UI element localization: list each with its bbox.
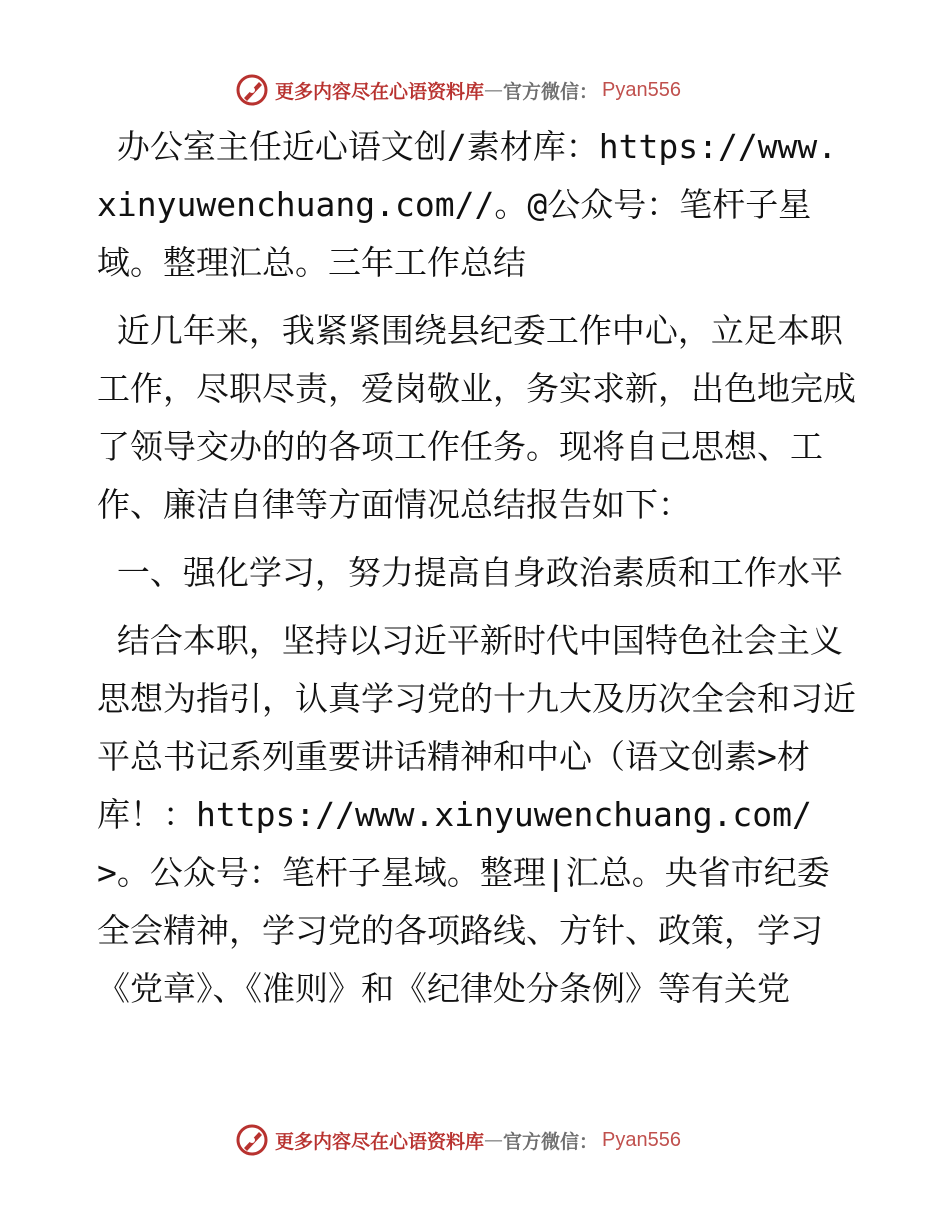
watermark-dash: — <box>484 79 504 101</box>
watermark-official-label: 官方微信： <box>503 80 599 103</box>
pen-logo-icon <box>235 73 269 107</box>
watermark-official-label: 官方微信： <box>503 1130 599 1153</box>
footer-watermark <box>235 1120 681 1160</box>
watermark-promo-text: 更多内容尽在心语资料库 <box>275 80 485 103</box>
watermark-account-id: Pyan556 <box>602 1128 681 1151</box>
watermark-promo-text: 更多内容尽在心语资料库 <box>275 1130 485 1153</box>
document-body <box>97 118 857 1028</box>
header-watermark <box>235 70 681 110</box>
section-heading-1: 一、强化学习，努力提高自身政治素质和工作水平 <box>97 553 843 592</box>
paragraph-intro: 近几年来，我紧紧围绕县纪委工作中心，立足本职工作，尽职尽责，爱岗敬业，务实求新，出色地完成了领导交办的的各项工作任务。现将自己思想、工作、廉洁自律等方面情况总结报告如下： <box>97 311 856 524</box>
watermark-account-id: Pyan556 <box>602 78 681 101</box>
paragraph-title: 办公室主任近心语文创/素材库：https://www.xinyuwenchuang.com//。@公众号：笔杆子星域。整理汇总。三年工作总结 <box>97 127 838 282</box>
watermark-dash: — <box>484 1129 504 1151</box>
paragraph-section-1: 结合本职，坚持以习近平新时代中国特色社会主义思想为指引，认真学习党的十九大及历次全会和习近平总书记系列重要讲话精神和中心（语文创素>材库！：https://www.xinyuwenchuang.com/>。公众号：笔杆子星域。整理|汇总。央省市纪委全会精神，学习党的各项路线、方针、政策，学习《党章》、《准则》和《纪律处分条例》等有关党 <box>97 621 856 1008</box>
pen-logo-icon <box>235 1123 269 1157</box>
